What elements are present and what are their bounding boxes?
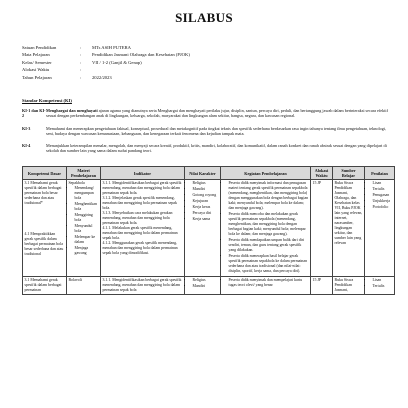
list-item: • Peserta didik mendapatkan umpan balik dari diri sendiri, teman, dan guru tentang gerak spesifik yang dilakukan. — [229, 238, 309, 253]
kegiatan-list — [223, 278, 309, 288]
identity-label: Satuan Pendidikan — [22, 45, 57, 50]
materi-title: Sepakbola — [68, 181, 85, 186]
page-title: SILABUS — [175, 10, 233, 25]
ki-code: KI-4 — [22, 143, 31, 148]
ki-item — [22, 108, 392, 119]
list-item: • Portofolio — [373, 205, 393, 210]
list-item: • Menggiring bola — [75, 213, 99, 223]
identity-row — [22, 74, 190, 81]
identity-row — [22, 66, 190, 73]
separator: : — [80, 52, 82, 58]
identity-block — [22, 44, 190, 81]
separator: : — [80, 45, 82, 50]
materi-cell: Bolavoli — [67, 277, 101, 295]
materi-cell — [67, 180, 101, 277]
column-header: Alokasi Waktu — [311, 167, 333, 180]
ki-text: Memahami dan menerapkan pengetahuan faktual, konseptual, prosedural dan metakognitif pada tingkat teknis dan spesifik sederhana berdasarkan rasa ingin tahunya tentang ilmu pengetahuan, teknologi, seni, budaya dengan wawasan kemanusiaan, kebangsaan, dan kenegaraan terkait fenomena dan kejadian tampak mata. — [46, 126, 387, 137]
separator: : — [80, 67, 82, 73]
kd-text: 3.1 Memahami gerak spesifik dalam berbagai permainan bola besar sederhana dan atau tradisional* — [24, 181, 62, 206]
kegiatan-cell — [221, 277, 311, 295]
separator: : — [80, 74, 82, 80]
ki-body: ajaran agama yang dianutnya serta Menghargai dan menghayati perilaku jujur, disiplin, santun, percaya diri, peduli, dan bertanggung jawab dalam berinteraksi secara efektif sesuai dengan perkembangan anak di lingkungan, keluarga, sekolah, masyarakat dan lingkungan alam sekitar, bangsa, negara, dan kawasan regional. — [46, 108, 388, 119]
nilai-cell — [185, 277, 221, 295]
identity-row — [22, 51, 190, 58]
list-item: • Mandiri — [193, 284, 219, 289]
identity-label: Tahun Pelajaran — [22, 74, 52, 80]
list-item: • Gotong royong — [193, 193, 219, 198]
table-row — [23, 180, 395, 277]
kd-cell — [23, 180, 67, 277]
list-item: • Peserta didik menerapkan hasil belajar gerak spesifik permainan sepakbola ke dalam permainan sederhana dan atau tradisional (dan nilai-nilai: disiplin, sportif, kerja sama, dan percaya diri). — [229, 254, 309, 274]
list-item: • Mandiri — [193, 187, 219, 192]
waktu-cell: 15 JP — [311, 180, 333, 277]
list-item: • Peserta didik menyimak dan mempelajari kartu tugas teori olevi/ yang benar — [229, 278, 309, 288]
materi-list — [69, 186, 99, 256]
list-item: • Peserta didik menyimak informasi dan penugasan materi tentang gerak spesifik permainan sepakbola (menendang, menghentikan, dan menggiring bola) dengan menggunakan bola dengan berbagai bagian kaki; menyundul bola; melempar bola ke dalam; dan menjaga gawang). — [229, 181, 309, 211]
list-item: • Kerja sama — [193, 217, 219, 222]
list-item: • Kerja keras — [193, 205, 219, 210]
list-item: • Percaya diri — [193, 211, 219, 216]
indikator-item: 4.1.1. Melakukan gerak spesifik menendang, menahan dan menggiring bola dalam permainan sepak bola. — [102, 226, 178, 241]
column-header: Penilaian — [365, 167, 395, 180]
table-row — [23, 277, 395, 295]
identity-value: MTs ASIH PUTERA — [92, 45, 131, 50]
ki-code: KI-1 dan KI-2 — [22, 108, 46, 119]
indikator-item: 3.1.3. Menyebutkan cara melakukan gerakan menendang, menahan dan menggiring bola permainan sepak bola. — [102, 211, 173, 226]
penilaian-cell — [365, 277, 395, 295]
ki-item — [22, 143, 392, 154]
list-item: • Religius — [193, 181, 219, 186]
list-item: • Penugasan — [373, 193, 393, 198]
ki-text — [46, 108, 392, 119]
separator: : — [80, 59, 82, 65]
column-header: Indikator — [101, 167, 185, 180]
list-item: • Religius — [193, 278, 219, 283]
list-item: • Kejujuran — [193, 199, 219, 204]
ki-heading: Standar Kompetensi (KI) — [22, 98, 72, 103]
penilaian-list — [367, 278, 393, 289]
penilaian-list — [367, 181, 393, 210]
list-item: • Menyundul bola — [75, 224, 99, 234]
waktu-cell: 15 JP — [311, 277, 333, 295]
list-item: • Lisan — [373, 181, 393, 186]
column-header: Kompetensi Dasar — [23, 167, 67, 180]
indikator-item: 4.1.2. Menggunakan gerak spesifik menendang, menahan dan menggiring bola dalam permainan sepak bola yang dimodifikasi. — [102, 241, 178, 256]
list-item: • Melempar ke dalam — [75, 235, 99, 245]
list-item: • Tertulis — [373, 284, 393, 289]
ki-code: KI-3 — [22, 126, 31, 131]
list-item: • Lisan — [373, 278, 393, 283]
ki-text: Menunjukkan keterampilan menalar, mengolah, dan menyaji secara kreatif, produktif, kritis, mandiri, kolaboratif, dan komunikatif, dalam ranah konkret dan ranah abstrak sesuai dengan yang dipelajari di sekolah dan sumber lain yang sama dalam sudut pandang teori. — [46, 143, 387, 154]
identity-value: Pendidikan Jasmani Olahraga dan Kesehatan (PJOK) — [92, 52, 190, 58]
identity-row — [22, 44, 190, 51]
indikator-item: 3.1.2. Menjelaskan gerak spesifik menendang, menahan dan menggiring bola permainan sepak bola. — [102, 196, 177, 211]
list-item: • Tertulis — [373, 187, 393, 192]
list-item: • Menghentikan bola — [75, 202, 99, 212]
kd-cell: 3.1 Memahami gerak spesifik dalam berbagai permainan — [23, 277, 67, 295]
column-header: Sumber Belajar — [333, 167, 365, 180]
kd-text: 4.1 Mempraktikkan gerak spesifik dalam berbagai permainan bola besar sederhana dan atau tradisional — [24, 232, 64, 257]
syllabus-table — [22, 166, 395, 295]
ki-item — [22, 126, 392, 137]
table-header-row — [23, 167, 395, 180]
indikator-cell: 3.1.1. Mengidentifikasikan berbagai gerak spesifik menendang, menahan dan menggiring bola dalam permainan sepak bola — [101, 277, 185, 295]
identity-value: VII / 1-2 (Ganjil & Genap) — [92, 59, 142, 65]
kegiatan-cell — [221, 180, 311, 277]
identity-row — [22, 59, 190, 66]
kegiatan-list — [223, 181, 309, 274]
list-item: • Unjukkerja — [373, 199, 393, 204]
penilaian-cell — [365, 180, 395, 277]
list-item: • Menendang/ mengumpan bola — [75, 186, 99, 201]
ki-bold: Menghargai dan menghayati — [46, 108, 98, 113]
column-header: Materi Pembelajaran — [67, 167, 101, 180]
identity-label: Mata Pelajaran — [22, 52, 50, 58]
sumber-cell: Buku Siswa Pendidikan Jasmani, Olahraga, dan Kesehatan kelas VII, Buku PJOK lain yang relevan, internet, narasumber, lingkungan sekitar, dan sumber lain yang relevan — [333, 180, 365, 277]
nilai-list — [187, 278, 219, 289]
identity-label: Alokasi Waktu — [22, 67, 50, 73]
identity-label: Kelas/ Semester — [22, 59, 52, 65]
nilai-list — [187, 181, 219, 222]
list-item: • Menjaga gawang — [75, 246, 99, 256]
identity-value: 2022/2023 — [92, 74, 112, 80]
list-item: • Peserta didik mencoba dan melakukan gerak spesifik permainan sepakbola (menendang, menghentikan, dan menggiring bola dengan berbagai bagian kaki; menyundul bola; melempar bola ke dalam; dan menjaga gawang). — [229, 212, 309, 237]
indikator-item: 3.1.1. Mengidentifikasikan berbagai gerak spesifik menendang, menahan dan menggiring bola dalam permainan sepak bola. — [102, 181, 182, 196]
sumber-cell: Buku Siswa Pendidikan Jasmani, — [333, 277, 365, 295]
column-header: Kegiatan Pembelajaran — [221, 167, 311, 180]
indikator-cell — [101, 180, 185, 277]
nilai-cell — [185, 180, 221, 277]
column-header: Nilai Karakter — [185, 167, 221, 180]
